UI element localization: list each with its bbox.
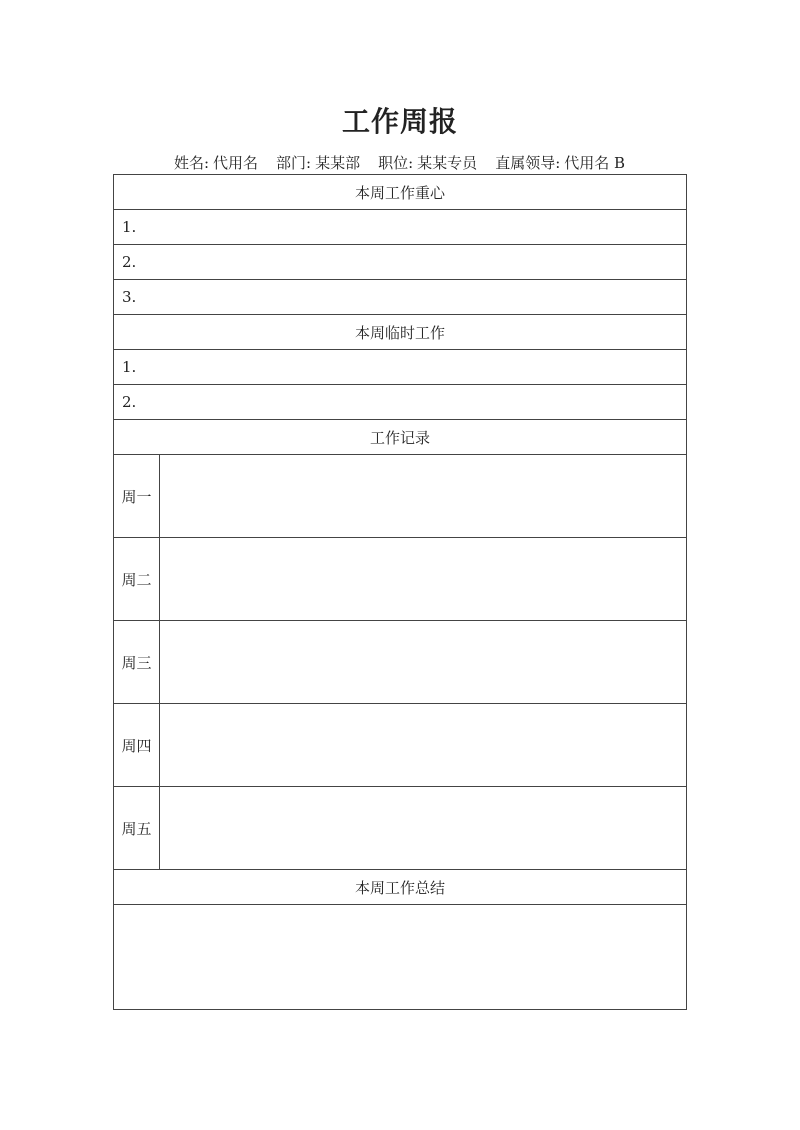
temporary-item-row xyxy=(114,350,687,385)
focus-item-2[interactable]: 2. xyxy=(114,245,687,280)
temporary-item-row xyxy=(114,385,687,420)
meta-department-label: 部门: xyxy=(276,153,312,172)
report-meta xyxy=(113,150,686,174)
meta-name-label: 姓名: xyxy=(173,153,210,172)
meta-supervisor xyxy=(495,152,625,173)
records-header-row xyxy=(114,420,687,455)
focus-item-row xyxy=(114,210,687,245)
meta-name-value[interactable]: 代用名 xyxy=(213,153,259,172)
focus-item-row xyxy=(114,245,687,280)
record-row-tuesday xyxy=(114,538,687,621)
meta-position xyxy=(378,152,477,173)
day-content-wednesday[interactable] xyxy=(160,621,687,704)
record-row-wednesday xyxy=(114,621,687,704)
day-label-thursday: 周四 xyxy=(114,704,160,787)
temporary-section-header: 本周临时工作 xyxy=(114,315,687,350)
temporary-item-1[interactable]: 1. xyxy=(114,350,687,385)
summary-header-row xyxy=(114,870,687,905)
day-content-friday[interactable] xyxy=(160,787,687,870)
report-title: 工作周报 xyxy=(341,105,458,138)
summary-content[interactable] xyxy=(114,905,687,1010)
meta-name xyxy=(174,152,258,173)
record-row-monday xyxy=(114,455,687,538)
day-content-thursday[interactable] xyxy=(160,704,687,787)
focus-item-row xyxy=(114,280,687,315)
summary-content-row xyxy=(114,905,687,1010)
focus-section-header: 本周工作重心 xyxy=(114,175,687,210)
weekly-report-table xyxy=(113,174,687,1010)
summary-section-header: 本周工作总结 xyxy=(114,870,687,905)
meta-department-value[interactable]: 某某部 xyxy=(315,153,361,172)
meta-position-value[interactable]: 某某专员 xyxy=(417,153,478,172)
record-row-thursday xyxy=(114,704,687,787)
records-section-header: 工作记录 xyxy=(114,420,687,455)
focus-item-3[interactable]: 3. xyxy=(114,280,687,315)
temporary-header-row xyxy=(114,315,687,350)
record-row-friday xyxy=(114,787,687,870)
day-content-tuesday[interactable] xyxy=(160,538,687,621)
day-content-monday[interactable] xyxy=(160,455,687,538)
meta-position-label: 职位: xyxy=(378,153,414,172)
day-label-wednesday: 周三 xyxy=(114,621,160,704)
focus-item-1[interactable]: 1. xyxy=(114,210,687,245)
focus-header-row xyxy=(114,175,687,210)
day-label-monday: 周一 xyxy=(114,455,160,538)
temporary-item-2[interactable]: 2. xyxy=(114,385,687,420)
day-label-tuesday: 周二 xyxy=(114,538,160,621)
meta-department xyxy=(276,152,360,173)
meta-supervisor-value[interactable]: 代用名 B xyxy=(564,153,626,172)
day-label-friday: 周五 xyxy=(114,787,160,870)
meta-supervisor-label: 直属领导: xyxy=(495,153,561,172)
